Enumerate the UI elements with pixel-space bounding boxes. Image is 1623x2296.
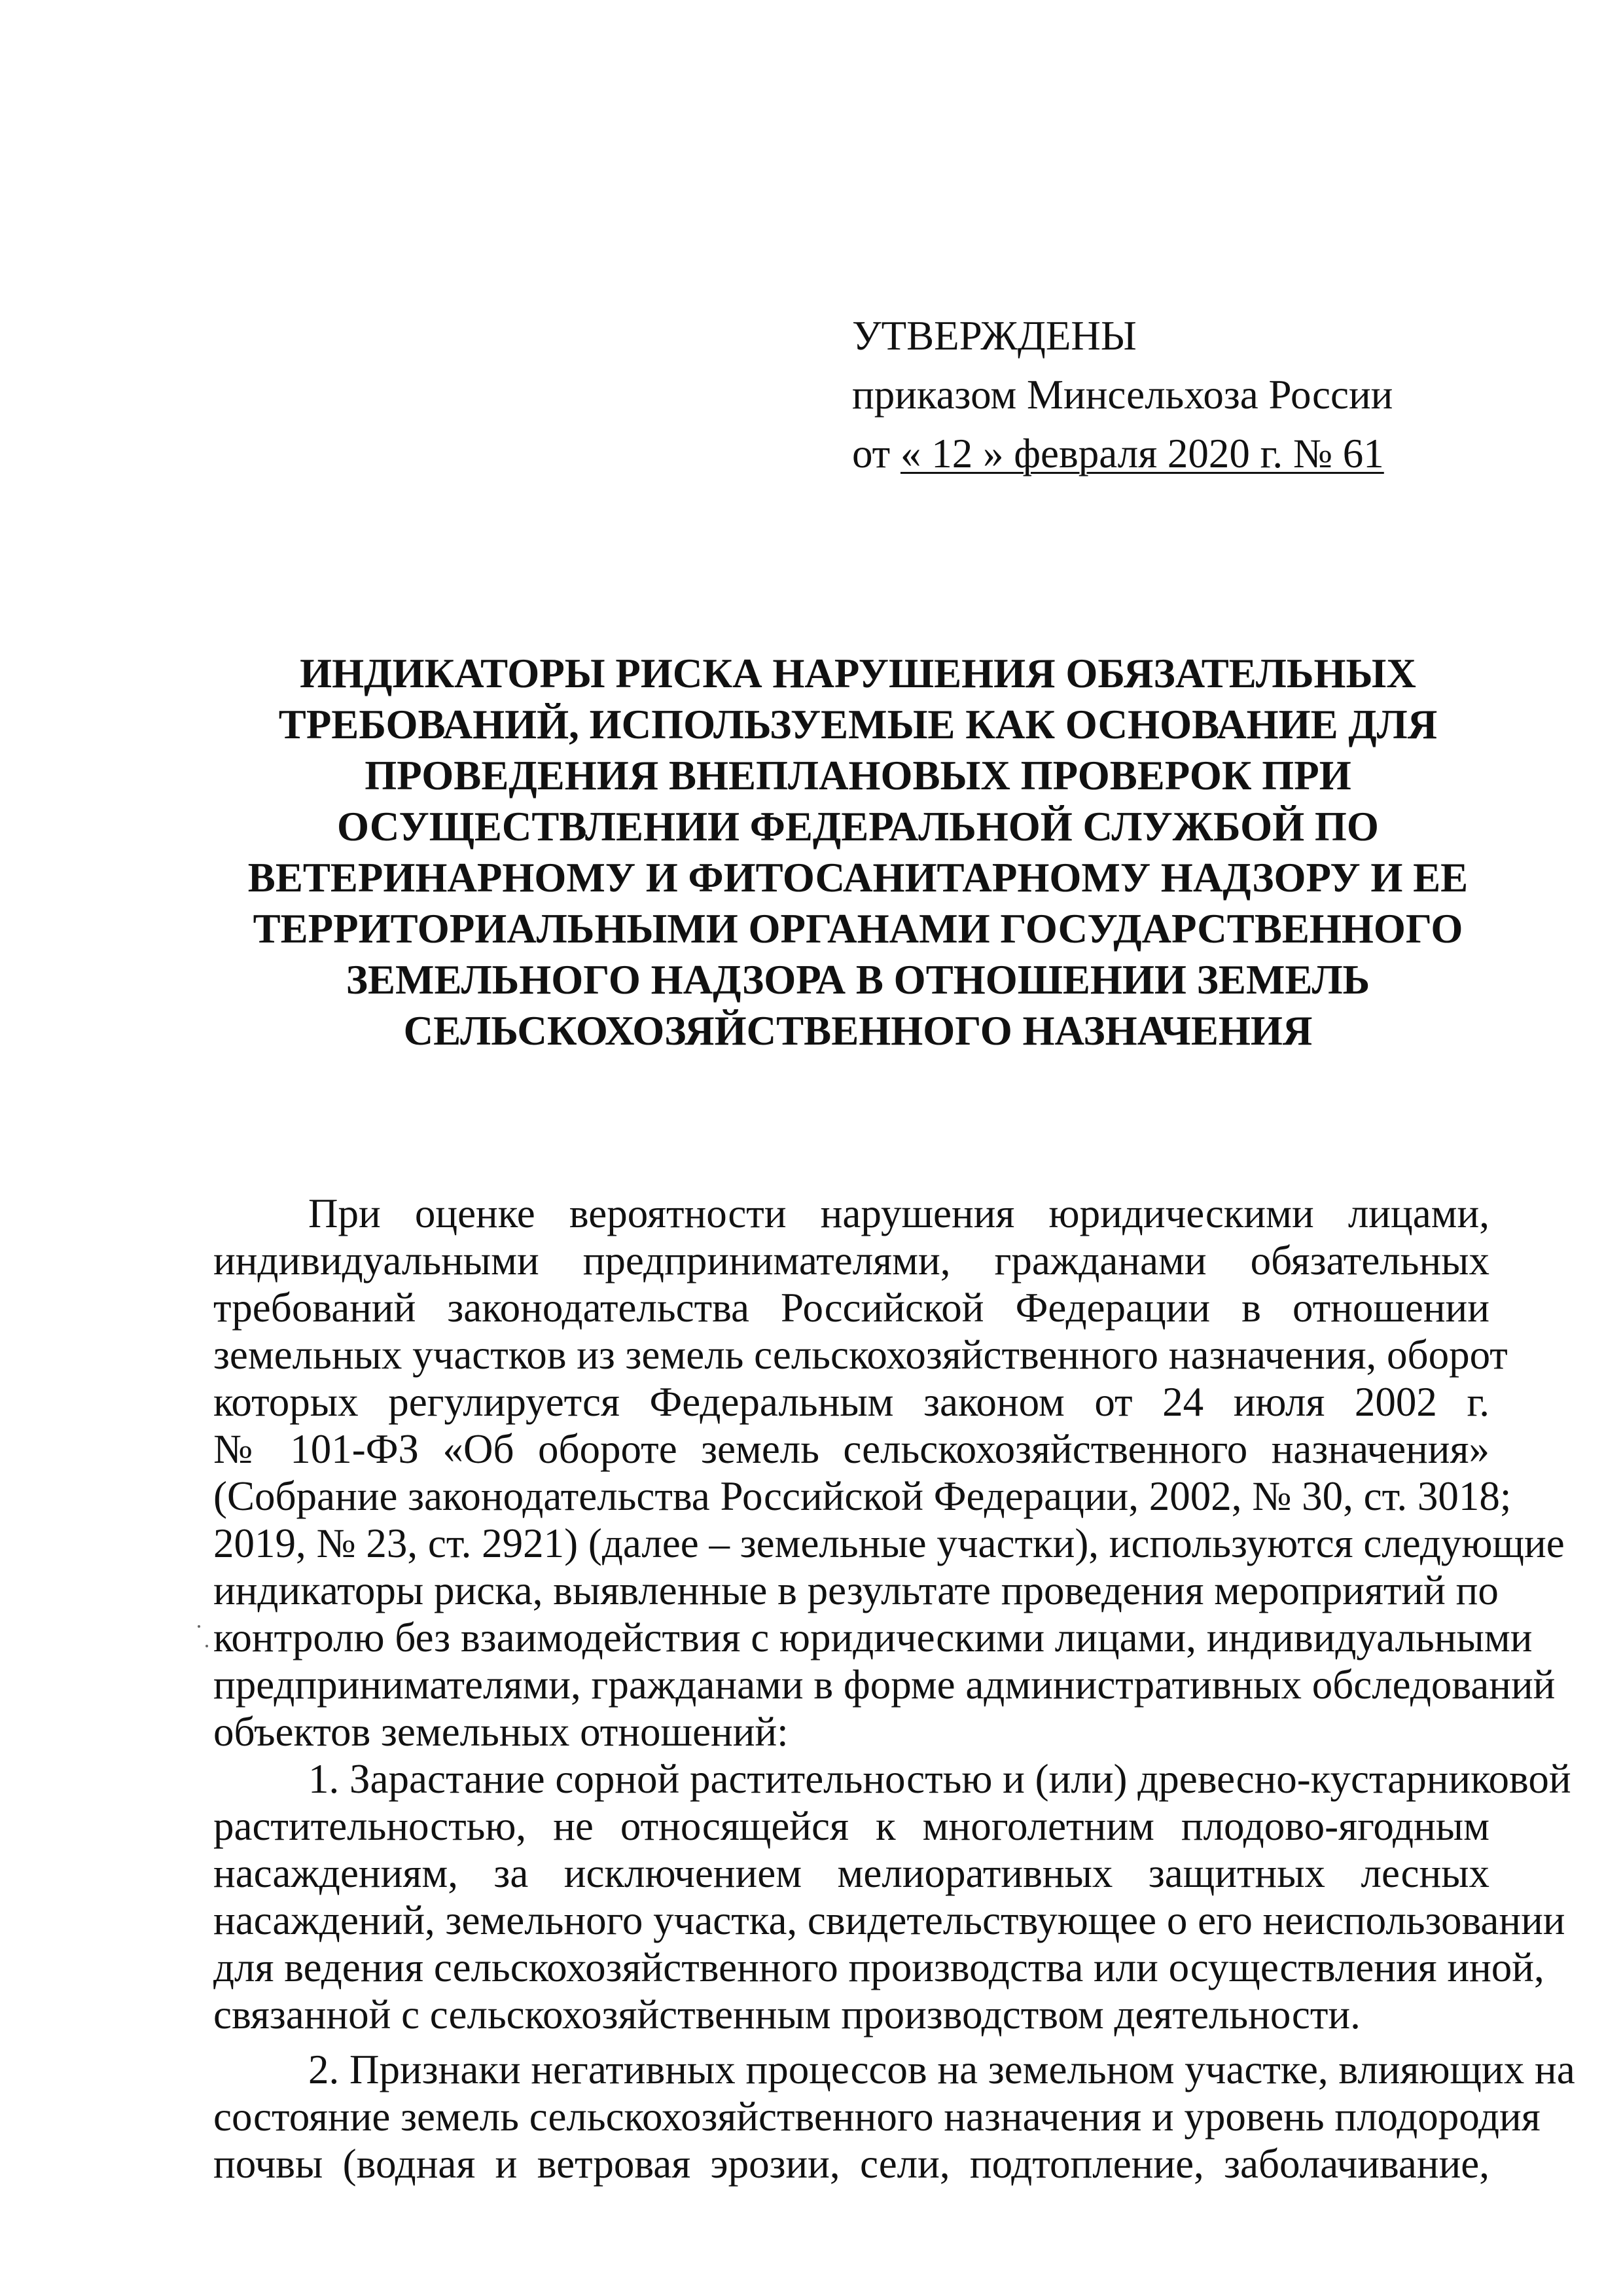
scan-speck [205, 1645, 208, 1647]
intro-paragraph [213, 1190, 1565, 1755]
intro-line: индивидуальными предпринимателями, гражданами обязательных [213, 1238, 1489, 1283]
title-line: ИНДИКАТОРЫ РИСКА НАРУШЕНИЯ ОБЯЗАТЕЛЬНЫХ [300, 651, 1416, 696]
item-1-line: насаждений, земельного участка, свидетельствующее о его неиспользовании [213, 1897, 1565, 1943]
item-2-line: 2. Признаки негативных процессов на земельном участке, влияющих на [308, 2047, 1575, 2092]
title-line: ПРОВЕДЕНИЯ ВНЕПЛАНОВЫХ ПРОВЕРОК ПРИ [365, 753, 1351, 798]
item-2-line: состояние земель сельскохозяйственного назначения и уровень плодородия [213, 2094, 1541, 2140]
document-body [213, 1190, 1575, 2187]
intro-line: предпринимателями, гражданами в форме административных обследований [213, 1662, 1556, 1708]
item-1-line: 1. Зарастание сорной растительностью и (или) древесно-кустарниковой [308, 1756, 1571, 1802]
approval-block [852, 306, 1441, 483]
title-line: ЗЕМЕЛЬНОГО НАДЗОРА В ОТНОШЕНИИ ЗЕМЕЛЬ [346, 957, 1370, 1003]
approval-order-line: приказом Минсельхоза России [852, 372, 1393, 418]
intro-line: (Собрание законодательства Российской Федерации, 2002, № 30, ст. 3018; [213, 1473, 1512, 1519]
title-line: ТРЕБОВАНИЙ, ИСПОЛЬЗУЕМЫЕ КАК ОСНОВАНИЕ ДЛЯ [278, 702, 1438, 747]
title-line: ОСУЩЕСТВЛЕНИИ ФЕДЕРАЛЬНОЙ СЛУЖБОЙ ПО [337, 804, 1379, 850]
item-1-line: связанной с сельскохозяйственным производством деятельности. [213, 1992, 1361, 2037]
intro-line: земельных участков из земель сельскохозяйственного назначения, оборот [213, 1332, 1508, 1378]
approval-heading: УТВЕРЖДЕНЫ [852, 313, 1137, 359]
item-2-line: почвы (водная и ветровая эрозии, сели, подтопление, заболачивание, [213, 2141, 1489, 2187]
item-1-paragraph [213, 1755, 1571, 2038]
item-1-line: растительностью, не относящейся к многолетним плодово-ягодным [213, 1803, 1489, 1849]
item-2-paragraph [213, 2046, 1575, 2187]
intro-line: индикаторы риска, выявленные в результате проведения мероприятий по [213, 1568, 1499, 1613]
intro-line: При оценке вероятности нарушения юридическими лицами, [308, 1191, 1489, 1236]
title-line: СЕЛЬСКОХОЗЯЙСТВЕННОГО НАЗНАЧЕНИЯ [403, 1008, 1313, 1054]
document-title [213, 648, 1503, 1056]
item-1-line: насаждениям, за исключением мелиоративных защитных лесных [213, 1850, 1489, 1896]
intro-line: которых регулируется Федеральным законом от 24 июля 2002 г. [213, 1379, 1489, 1425]
item-1-line: для ведения сельскохозяйственного производства или осуществления иной, [213, 1945, 1544, 1990]
approval-date-number: « 12 » февраля 2020 г. № 61 [900, 431, 1384, 476]
approval-date-prefix: от [852, 431, 901, 476]
intro-line: № 101-ФЗ «Об обороте земель сельскохозяйственного назначения» [213, 1426, 1489, 1472]
approval-date-line [852, 424, 1441, 483]
intro-line: объектов земельных отношений: [213, 1709, 789, 1755]
intro-line: требований законодательства Российской Федерации в отношении [213, 1285, 1489, 1331]
scan-speck [198, 1625, 200, 1628]
title-line: ВЕТЕРИНАРНОМУ И ФИТОСАНИТАРНОМУ НАДЗОРУ И ЕЕ [247, 855, 1469, 901]
title-line: ТЕРРИТОРИАЛЬНЫМИ ОРГАНАМИ ГОСУДАРСТВЕННОГО [253, 906, 1463, 952]
intro-line: 2019, № 23, ст. 2921) (далее – земельные участки), используются следующие [213, 1520, 1565, 1566]
intro-line: контролю без взаимодействия с юридическими лицами, индивидуальными [213, 1615, 1533, 1660]
